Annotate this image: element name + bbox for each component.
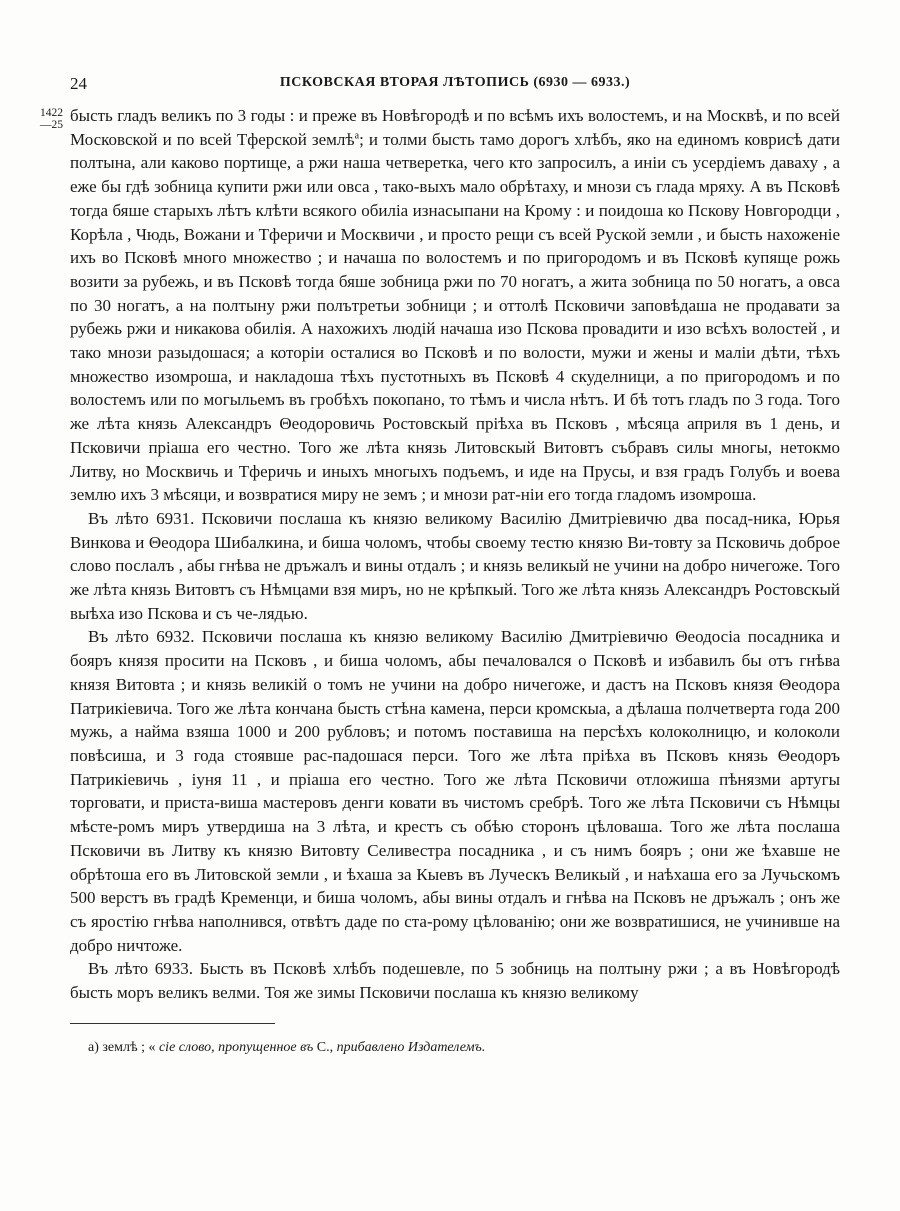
margin-year-note-range: —25 (40, 119, 63, 131)
footnote-source: С., (316, 1040, 334, 1055)
footnote-reference[interactable]: а (354, 130, 360, 142)
footnote-marker: а) землѣ ; (88, 1040, 145, 1055)
running-title: ПСКОВСКАЯ ВТОРАЯ ЛѢТОПИСЬ (6930 — 6933.) (279, 75, 631, 90)
footnote-divider (70, 1023, 275, 1024)
paragraph-6930 (70, 104, 840, 507)
footnote-italic-text-2: прибавлено Издателемъ. (336, 1040, 486, 1055)
page-number: 24 (70, 74, 87, 93)
page-header (70, 74, 840, 96)
paragraph-6933: Въ лѣто 6933. Бысть въ Псковѣ хлѣбъ подешевле, по 5 зобниць на полтыну ржи ; а въ Новѣгородѣ бысть моръ великъ велми. Тоя же зимы Псковичи послаша къ князю великому (70, 959, 840, 1003)
paragraph-text: бысть гладъ великъ по 3 годы : и прежe въ Новѣгородѣ и по всѣмъ ихъ волостемъ, и на Москвѣ, и по всей Московской и по всей Тферской землѣ (70, 106, 840, 149)
footnote-quote: « (148, 1040, 156, 1055)
paragraph-6932: Въ лѣто 6932. Псковичи послаша къ князю великому Василiю Дмитрiевичю Θеодосiа посадника и бояръ князя просити на Псковъ , и биша чоломъ, абы печаловался о Псковѣ и избавилъ бы отъ гнѣва князя Витовта ; и князь великiй о томъ не учини на добро ничегоже, и дастъ на Псковъ князя Θеодора Патрикiевича. Того же лѣта кончана бысть стѣна камена, перси кромскыа, а дѣлаша полчетверта года 200 мужь, а найма взяша 1000 и 200 рубловъ; и потомъ поставиша на персѣхъ колоколницю, и колоколи повѣсиша, и 3 года стоявше рас-падошася перси. Того же лѣта прiѣха въ Псковъ князь Θеодоръ Патрикiевичь , iуня 11 , и прiаша его честно. Того же лѣта Псковичи отложиша пѣнязми артугы торговати, и приста-виша мастеровъ денги ковати въ чистомъ сребрѣ. Того же лѣта Псковичи съ Нѣмцы мѣсте-ромъ миръ утвердиша на 3 лѣта, и крестъ съ обѣю сторонъ цѣловаша. Того же лѣта послаша Псковичи въ Литву къ князю Витовту Селивестра посадника , и съ нимъ бояръ ; они же ѣхавше не обрѣтоша его въ Литовской земли , и ѣхаша за Кыевъ въ Луческъ Великый , и наѣхаша его за Лучьскомъ 500 верстъ въ градѣ Кременци, и биша чоломъ, абы вины отдалъ и гнѣва на Псковъ не дръжалъ ; онъ же съ яростiю гнѣва наполнився, отвѣтъ даде по ста-рому цѣлованiю; они же возвратишися, не учинивше на добро ничтоже. (70, 627, 840, 955)
footnote (88, 1040, 485, 1056)
footnote-italic-text: сiе слово, пропущенное въ (158, 1040, 314, 1055)
paragraph-text-continued: ; и толми бысть тамо дорогъ хлѣбъ, яко на единомъ коврисѣ дати полтына, али каково портище, а ржи наша четверетка, чего кто запросилъ, а инiи съ усердiемъ даваху , а еже бы гдѣ зобница купити ржи или овса , тако-выхъ мало обрѣтаху, и мнози съ глада мряху. А въ Псковѣ тогда бяше старыхъ лѣтъ клѣти всякого обилiа изнасыпани на Крому : и поидоша ко Пскову Новгородци , Корѣла , Чюдь, Вожани и Тферичи и Москвичи , и просто рещи съ всей Руской земли , и бысть нахоженiе ихъ во Псковѣ много множество ; и начаша по волостемъ и по пригородомъ и въ Псковѣ купяще рожь возити за рубежь, и въ Псковѣ тогда бяше зобница ржи по 70 ногатъ, а жита зобница по 50 ногатъ, а овса по 30 ногатъ, а на полтыну ржи полътретьи зобници ; и оттолѣ Псковичи заповѣдаша не продавати за рубежь ржи и никакова обилiя. А нахожихъ людiй начаша изо Пскова провадити и изо всѣхъ волостей , и тако мнози разыдошася; а которiи осталися во Псковѣ и по волости, мужи и жены и малiи дѣти, тѣхъ множество изомроша, и накладоша тѣхъ пустотныхъ въ Псковѣ 4 скуделници, а по пригородомъ и по волостемъ или по могыльемъ въ гробѣхъ покопано, то тѣмъ и числа нѣтъ. И бѣ тотъ гладъ по 3 года. Того же лѣта князь Александръ Θеодоровичь Ростовскый прiѣха въ Псковъ , мѣсяца априля въ 1 день, и Псковичи прiаша его честно. Того же лѣта князь Литовскый Витовтъ събравъ силы многы, нетокмо Литву, но Москвичь и Тферичь и иныхъ многыхъ подъемъ, и иде на Прусы, и взя градъ Голубъ и воева землю ихъ 3 мѣсяци, и возвратися миру не земъ ; и мнози рат-нiи его тогда гладомъ изомроша. (70, 129, 840, 505)
margin-year-note: 1422 (40, 107, 63, 119)
paragraph-6931: Въ лѣто 6931. Псковичи послаша къ князю великому Василiю Дмитрiевичю два посад-ника, Юрья Винкова и Θеодора Шибалкина, и биша чоломъ, чтобы своему тестю князю Ви-товту за Псковичь доброе слово послалъ , абы гнѣва не дръжалъ и вины отдалъ ; и князь великый не учини на добро ничегоже. Того же лѣта князь Витовтъ съ Нѣмцами взя миръ, но не крѣпкый. Того же лѣта князь Александръ Ростовскый выѣха изо Пскова и съ че-лядью. (70, 508, 840, 623)
main-text (70, 104, 840, 1005)
